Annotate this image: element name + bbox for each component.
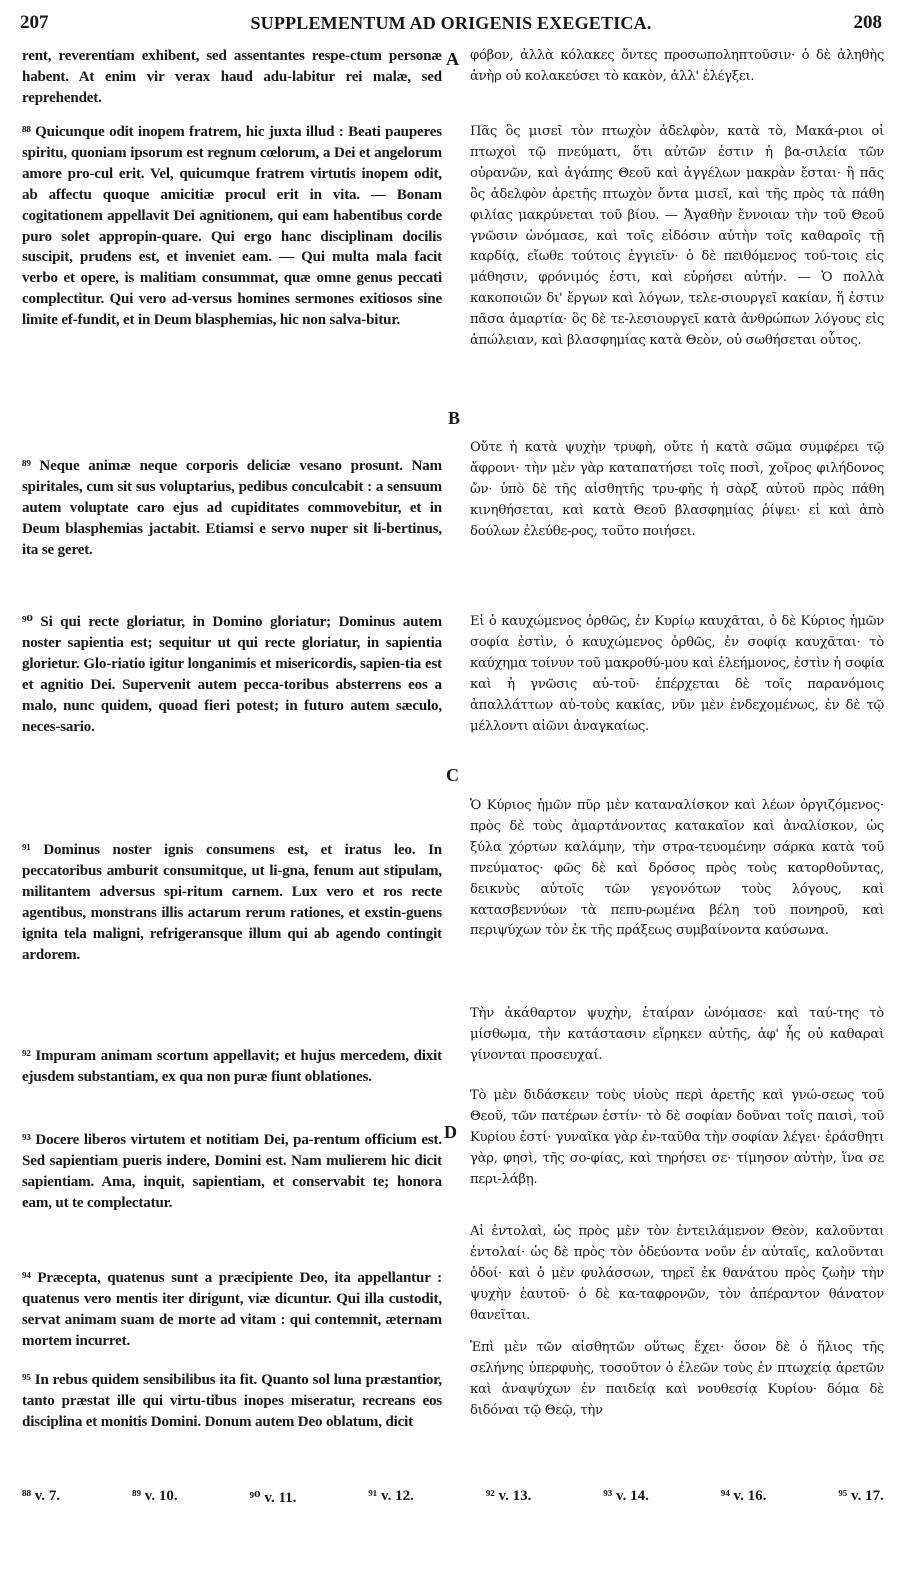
- latin-paragraph: ⁹⁴ Præcepta, quatenus sunt a præcipiente Deo, ita appellantur : quatenus vero mentis iter dirigunt, viæ dicuntur. Qui illa custodit, servat animam suam de morte ad vitam : qui contemnit, æternam mortem incurret.: [22, 1270, 442, 1349]
- margin-mark-b: B: [448, 408, 461, 428]
- footnote: ⁹⁰ v. 11.: [249, 1490, 297, 1506]
- greek-paragraph: Ὁ Κύριος ἡμῶν πῦρ μὲν καταναλίσκον καὶ λέων ὀργιζόμενος· πρὸς δὲ τοὺς ἁμαρτάνοντας κατακαῖον καὶ ἀναλίσκον, ὡς ξύλα χόρτων καλάμην, τὴν στρα-τευομένην σάρκα κατὰ τοῦ πνεύματος· φῶς δὲ καὶ δρόσος πρὸς τοὺς κατορθοῦντας, δεικνὺς αὐτοῖς τῶν γεγονότων τοὺς λόγους, καὶ κατασβεννύων τὰ πεπυ-ρωμένα βέλη τοῦ πονηροῦ, καὶ περιψύχων τὸν ἐκ τῆς πράξεως συμβαίνοντα καύσωνα.: [470, 798, 884, 939]
- margin-mark-a: A: [446, 49, 459, 69]
- latin-paragraph: ⁹⁰ Si qui recte gloriatur, in Domino gloriatur; Dominus autem noster sapientia est; sequitur ut qui recte gloriatur, in sapientia glorietur. Glo-riatio igitur longanimis et misericordis, sapien-tia est et agnitio Dei. Supervenit autem pecca-toribus absterrens eos a malo, nunc quidem, quoad fieri potest; in futuro autem sæculo, neces-sario.: [22, 614, 442, 735]
- greek-paragraph: Αἱ ἐντολαὶ, ὡς πρὸς μὲν τὸν ἐντειλάμενον Θεὸν, καλοῦνται ἐντολαί· ὡς δὲ πρὸς τὸν ὁδεύοντα νοῦν ἐν αὐταῖς, καλοῦνται ὁδοί· καὶ ὁ μὲν φυλάσσων, τηρεῖ ἐκ θανάτου πρὸς ζωὴν τὴν ψυχὴν ἑαυτοῦ· ὁ δὲ κα-ταφρονῶν, τὸν ἀπέραντον θάνατον θανεῖται.: [470, 1224, 884, 1323]
- latin-paragraph: ⁹³ Docere liberos virtutem et notitiam Dei, pa-rentum officium est. Sed sapientiam pueris indere, Domini est. Nam mulierem hic dicit sapientiam. Ama, inquit, sapientiam, et conservabit te; honora eam, ut te complectatur.: [22, 1132, 442, 1211]
- running-header: [20, 12, 882, 42]
- latin-paragraph: ⁸⁹ Neque animæ neque corporis deliciæ vesano prosunt. Nam spiritales, cum sit sus voluptarius, pedibus conculcabit : a sensuum autem voluptate caro ejus ad cupiditates commovebitur, et in Deum blasphemias jactabit. Etiamsi e servo nuper sit li-bertinus, ita se geret.: [22, 458, 442, 558]
- greek-paragraph: Ἐπὶ μὲν τῶν αἰσθητῶν οὕτως ἔχει· ὅσον δὲ ὁ ἥλιος τῆς σελήνης ὑπερφυὴς, τοσοῦτον ὁ ἐλεῶν τοὺς ἐν πτωχείᾳ ἀρετῶν καὶ ἀναψύχων ἐν παιδείᾳ καὶ νουθεσίᾳ Κυρίου· δόμα δὲ διδόναι τῷ Θεῷ, τὴν: [470, 1340, 884, 1418]
- footnote: ⁸⁹ v. 10.: [132, 1488, 178, 1504]
- greek-paragraph: Εἰ ὁ καυχώμενος ὀρθῶς, ἐν Κυρίῳ καυχᾶται, ὁ δὲ Κύριος ἡμῶν σοφία ἐστὶν, ὁ καυχώμενος ὀρθῶς, ἐν σοφίᾳ καυχᾶται· τὸ καύχημα τοίνυν τοῦ μακροθύ-μου καὶ ἐλεήμονος, ἐστὶν ἡ σοφία καὶ ἡ γνῶσις αὐ-τοῦ· ἐπέρχεται δὲ τοῖς παρανόμοις ἀπαλλάττων αὐ-τοὺς κακίας, νῦν μὲν ἐνδεχομένως, ἐν δὲ τῷ μέλλοντι αἰῶνι ἀναγκαίως.: [470, 614, 884, 734]
- margin-mark-c: C: [446, 765, 459, 785]
- latin-paragraph: ⁹¹ Dominus noster ignis consumens est, et iratus leo. In peccatoribus amburit consumitque, ut li-gna, fenum aut stipulam, militantem adversus spi-ritum carnem. Lux vero et ros recte agentibus, monstrans illis actarum rerum rationes, et exstin-guens ignita tela maligni, refrigeransque illum qui ab agendo contingit ardorem.: [22, 842, 442, 963]
- footnote: ⁹³ v. 14.: [603, 1488, 649, 1504]
- footnote: ⁸⁸ v. 7.: [22, 1488, 61, 1504]
- latin-paragraph: ⁹² Impuram animam scortum appellavit; et hujus mercedem, dixit ejusdem substantiam, ex qua non puræ fiunt oblationes.: [22, 1048, 442, 1085]
- greek-paragraph: Τὴν ἀκάθαρτον ψυχὴν, ἑταίραν ὠνόμασε· καὶ ταύ-της τὸ μίσθωμα, τὴν κατάστασιν εἴρηκεν αὐτῆς, ἀφ' ἧς οὐ καθαραὶ γίνονται προσευχαί.: [470, 1006, 884, 1063]
- latin-paragraph: ⁹⁵ In rebus quidem sensibilibus ita fit. Quanto sol luna præstantior, tanto præstat ille qui virtu-tibus inopes miseratur, recreans eos disciplina et monitis Domini. Donum autem Deo oblatum, dicit: [22, 1372, 442, 1430]
- running-title: SUPPLEMENTUM AD ORIGENIS EXEGETICA.: [250, 13, 652, 33]
- footnote: ⁹⁴ v. 16.: [720, 1488, 767, 1504]
- margin-mark-d: D: [444, 1122, 457, 1142]
- page-number-right: 208: [853, 12, 882, 33]
- footnote: ⁹⁵ v. 17.: [838, 1488, 884, 1504]
- footnote: ⁹¹ v. 12.: [368, 1488, 414, 1504]
- footnote-references: [22, 1488, 884, 1507]
- greek-paragraph: Πᾶς ὃς μισεῖ τὸν πτωχὸν ἀδελφὸν, κατὰ τὸ, Μακά-ριοι οἱ πτωχοὶ τῷ πνεύματι, ὅτι αὐτῶν ἐστιν ἡ βα-σιλεία τῶν οὐρανῶν, καὶ ἀγάπης Θεοῦ καὶ ἀγγέλων μακρὰν ἔσται· ἢ πᾶς ὃς ἀδελφὸν ἀρετῆς πτωχὸν ὄντα μισεῖ, καὶ τῆς πρὸς τὰ πάθη φιλίας μακρύνεται τοῦ βίου. — Ἀγαθὴν ἔννοιαν τὴν τοῦ Θεοῦ γνῶσιν ὠνόμασε, καὶ τοῖς εἰδόσιν αὐτὴν τοῖς καθαροῖς τῇ καρδίᾳ, εἴωθε τούτοις ἐγγιεῖν· ὁ δὲ πειθόμενος τού-τοις εἰς μάθησιν, φρόνιμός ἐστι, καὶ εὑρήσει αὐτήν. — Ὁ πολλὰ κακοποιῶν δι' ἔργων καὶ λόγων, τελε-σιουργεῖ κακίαν, ἥ ἐστιν πᾶσα ἁμαρτία· ὃς δὲ τε-λεσιουργεῖ κατὰ ἀνθρώπων λόγους εἰς ἀπώλειαν, καὶ βλασφημίας κατὰ Θεὸν, οὐ σωθήσεται οὗτος.: [470, 124, 884, 349]
- greek-paragraph: Τὸ μὲν διδάσκειν τοὺς υἱοὺς περὶ ἀρετῆς καὶ γνώ-σεως τοῦ Θεοῦ, τῶν πατέρων ἐστίν· τὸ δὲ σοφίαν δοῦναι τοῖς παισὶ, τοῦ Κυρίου ἐστί· γυναῖκα γὰρ ἐν-ταῦθα τὴν σοφίαν λέγει· ἐράσθητι γὰρ, φησὶ, τῆς σο-φίας, καὶ τηρήσει σε· τίμησον αὐτὴν, ἵνα σε περι-λάβῃ.: [470, 1088, 884, 1187]
- latin-paragraph: ⁸⁸ Quicunque odit inopem fratrem, hic juxta illud : Beati pauperes spiritu, quoniam ipsorum est regnum cœlorum, a Dei et angelorum amore pro-cul erit. Vel, quicumque fratrem virtutis inopem odit, ab affectu quoque amicitiæ procul erit in vita. — Bonam cogitationem appellavit Dei agnitionem, qui eam habentibus corde puro solet appropin-quare. Qui ergo hanc disciplinam docilis suscipit, prudens est, et inveniet eam. — Qui multa mala facit verbo et opere, is malitiam consummat, quæ omne genus peccati complectitur. Qui vero ad-versus homines sermones exitiosos sine limite ef-fundit, et in Deum blasphemias, hic non salva-bitur.: [22, 124, 442, 329]
- latin-paragraph: rent, reverentiam exhibent, sed assentantes respe-ctum personæ habent. At enim vir verax haud adu-labitur rei malæ, sed reprehendet.: [22, 48, 442, 106]
- footnote: ⁹² v. 13.: [485, 1488, 532, 1504]
- greek-paragraph: Οὔτε ἡ κατὰ ψυχὴν τρυφὴ, οὔτε ἡ κατὰ σῶμα συμφέρει τῷ ἄφρονι· τὴν μὲν γὰρ καταπατήσει τοῖς ποσὶ, χοῖρος φιλήδονος ὤν· ὑπὸ δὲ τῆς αἰσθητῆς τρυ-φῆς ἡ σὰρξ αὐτοῦ πρὸς πάθη κινηθήσεται, καὶ κατὰ Θεοῦ βλασφημίας ῥίψει· εἰ καὶ ἀπὸ δούλων ἐλεύθε-ρος, τοῦτο ποιήσει.: [470, 440, 884, 539]
- page-number-left: 207: [20, 12, 49, 33]
- greek-paragraph: φόβον, ἀλλὰ κόλακες ὄντες προσωποληπτοῦσιν· ὁ δὲ ἀληθὴς ἀνὴρ οὐ κολακεύσει τὸ κακὸν, ἀλλ' ἐλέγξει.: [470, 48, 884, 84]
